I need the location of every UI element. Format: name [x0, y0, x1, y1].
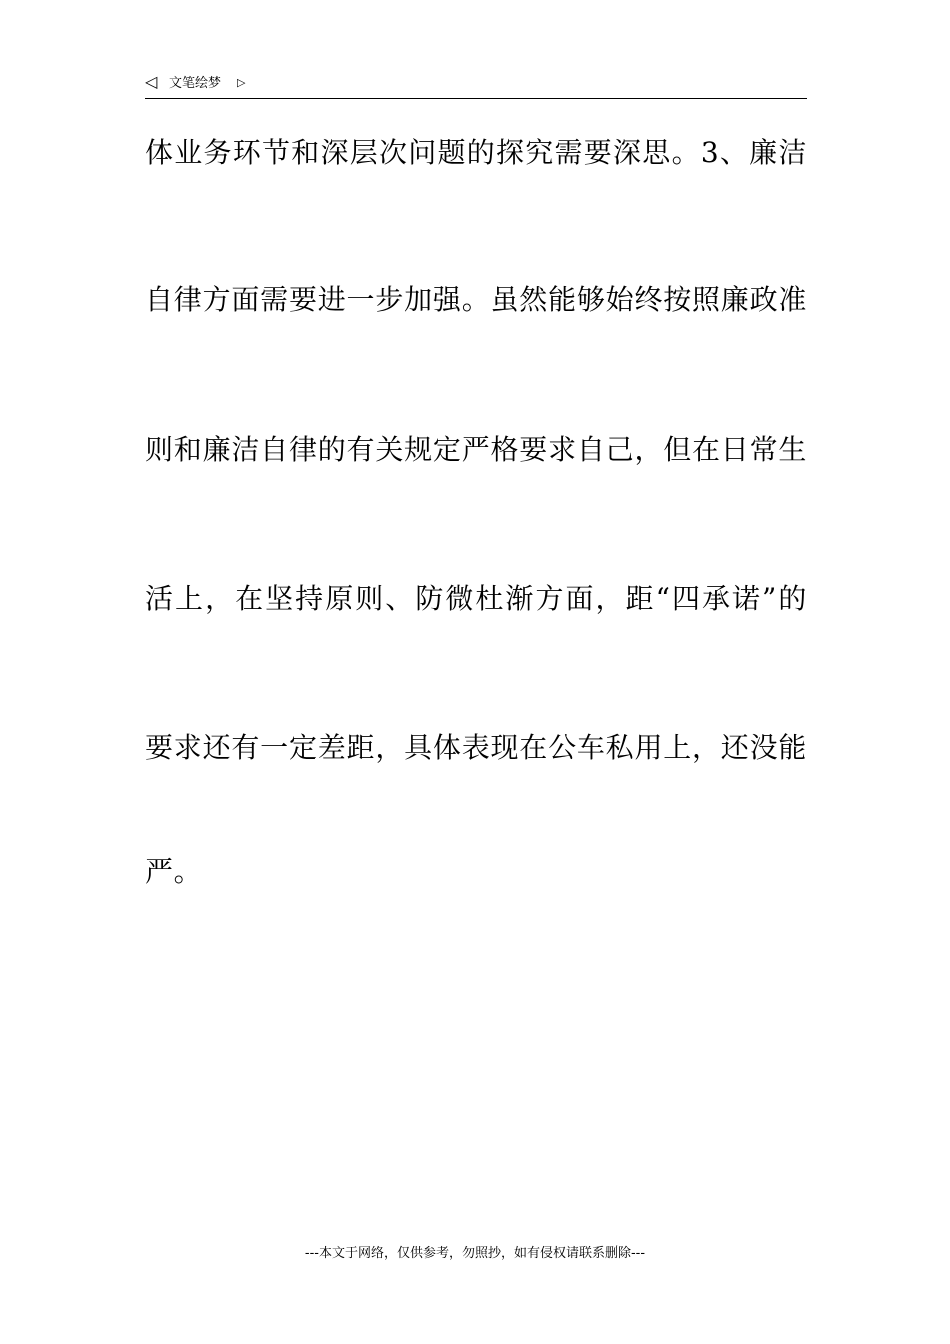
body-line-1: 体业务环节和深层次问题的探究需要深思。3、廉洁 [145, 136, 807, 169]
body-line-2: 自律方面需要进一步加强。虽然能够始终按照廉政准 [145, 283, 807, 316]
body-line-5: 要求还有一定差距，具体表现在公车私用上，还没能 [145, 731, 807, 764]
page-header [145, 72, 807, 99]
body-line-4: 活上，在坚持原则、防微杜渐方面，距“四承诺”的 [145, 582, 807, 615]
triangle-left-icon: ◁ [145, 72, 158, 91]
page-footer-disclaimer: ---本文于网络，仅供参考，勿照抄，如有侵权请联系删除--- [304, 1246, 646, 1261]
body-line-3: 则和廉洁自律的有关规定严格要求自己，但在日常生 [145, 433, 807, 466]
triangle-right-icon: ▷ [237, 76, 246, 89]
header-title: 文笔绘梦 [169, 76, 222, 91]
body-line-6: 严。 [145, 855, 203, 888]
